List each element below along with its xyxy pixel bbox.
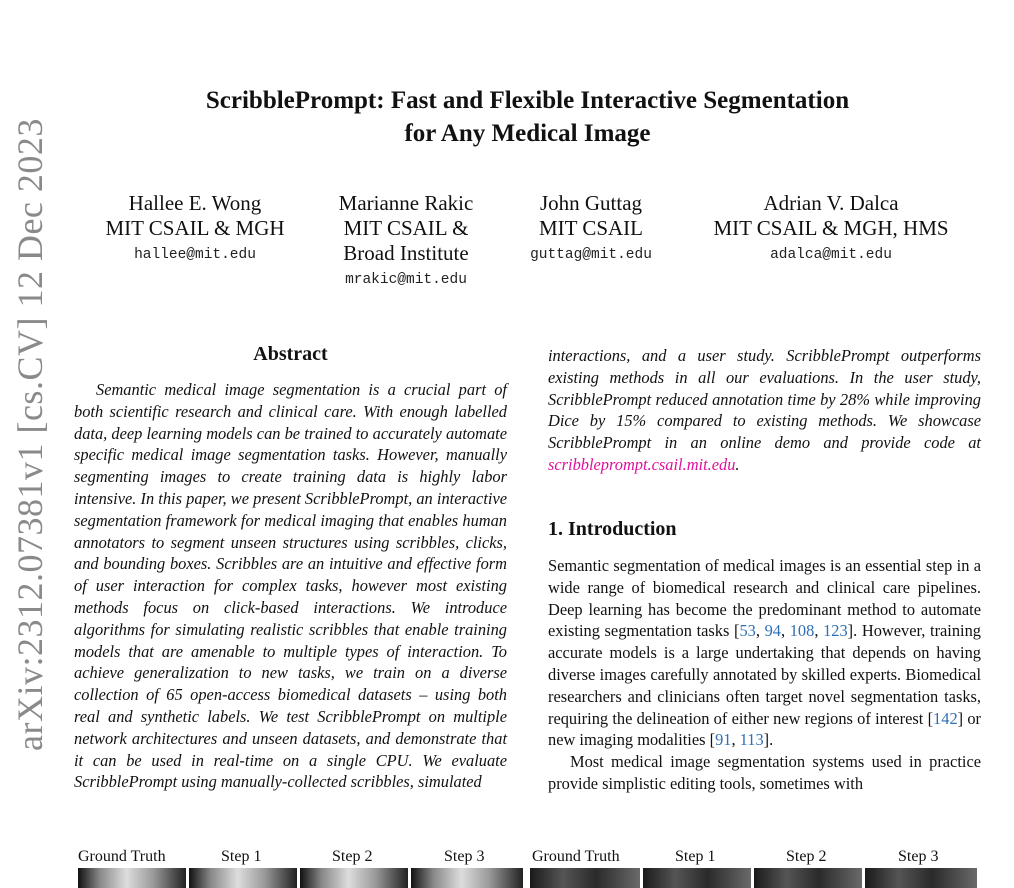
- figure-header-step3: Step 3: [444, 848, 485, 865]
- author-block-wong: [95, 191, 295, 268]
- author-block-guttag: [516, 191, 666, 268]
- figure-image-step2: [754, 868, 862, 888]
- citation-link[interactable]: 91: [715, 730, 732, 750]
- citation-link[interactable]: 94: [764, 621, 781, 641]
- figure-image-step3: [865, 868, 977, 888]
- citation-link[interactable]: 53: [739, 621, 756, 641]
- author-email[interactable]: guttag@mit.edu: [530, 247, 652, 263]
- paper-title: [100, 84, 955, 150]
- citation-link[interactable]: 113: [739, 730, 764, 750]
- author-affiliation: MIT CSAIL &: [343, 216, 469, 240]
- abstract-text-left: Semantic medical image segmentation is a crucial part of both scientific research and clinical care. With enough labelled data, deep learning models can be trained to accurately automate specific medical image segmentation tasks. However, manually segmenting images to create training data is highly labor intensive. In this paper, we present ScribblePrompt, an interactive segmentation framework for medical imaging that enables human annotators to segment unseen structures using scribbles, clicks, and bounding boxes. Scribbles are an intuitive and effective form of user interaction for complex tasks, however most existing methods focus on click-based interactions. We introduce algorithms for simulating realistic scribbles that enable training models that are amenable to multiple types of interaction. To achieve generalization to new tasks, we train on a diverse collection of 65 open-access biomedical datasets – using both real and synthetic labels. We test ScribblePrompt on multiple network architectures and unseen datasets, and demonstrate that it can be used in real-time on a single CPU. We evaluate ScribblePrompt using manually-collected scribbles, simulated: [74, 380, 507, 792]
- figure-header-step1: Step 1: [221, 848, 262, 865]
- citation-link[interactable]: 142: [933, 708, 958, 728]
- figure-header-ground-truth: Ground Truth: [532, 848, 620, 865]
- paper-title-line2: for Any Medical Image: [404, 120, 651, 147]
- author-affiliation: MIT CSAIL: [538, 216, 644, 240]
- arxiv-identifier-stamp: arXiv:2312.07381v1 [cs.CV] 12 Dec 2023: [10, 118, 50, 751]
- author-email[interactable]: mrakic@mit.edu: [345, 272, 467, 288]
- demo-link[interactable]: scribbleprompt.csail.mit.edu: [548, 454, 736, 474]
- abstract-right-column: [548, 345, 981, 476]
- author-name: John Guttag: [539, 191, 643, 215]
- author-email[interactable]: adalca@mit.edu: [770, 247, 892, 263]
- author-block-rakic: [326, 191, 486, 293]
- author-name: Adrian V. Dalca: [763, 191, 899, 215]
- abstract-end: .: [735, 454, 740, 474]
- abstract-heading: Abstract: [253, 343, 328, 365]
- separator: ,: [731, 730, 740, 750]
- author-affiliation: MIT CSAIL & MGH, HMS: [713, 216, 949, 240]
- intro-text: Semantic segmentation of medical images is an essential step in a wide range of biomedical research and clinical care pipelines. Deep learning has become the predominant method to automate existing segmentation tasks [: [548, 556, 981, 641]
- author-name: Marianne Rakic: [338, 191, 474, 215]
- figure-image-step1: [189, 868, 297, 888]
- intro-text: ] or new imaging modalities [: [548, 708, 982, 750]
- intro-text: ]. However, training accurate models is a large undertaking that depends on having diverse images carefully annotated by skilled experts. Biomedical researchers and clinicians often target novel segmentation tasks, requiring the delineation of either new regions of interest [: [548, 621, 981, 728]
- intro-paragraph-2: Most medical image segmentation systems used in practice provide simplistic editing tools, sometimes with: [548, 752, 981, 793]
- figure-header-step1: Step 1: [675, 848, 716, 865]
- figure-header-step2: Step 2: [786, 848, 827, 865]
- separator: ,: [755, 621, 765, 641]
- intro-text: ].: [763, 730, 774, 750]
- separator: ,: [780, 621, 790, 641]
- abstract-text-right: interactions, and a user study. ScribblePrompt outperforms existing methods in all our evaluations. In the user study, ScribblePrompt reduced annotation time by 28% while improving Dice by 15% compared to existing methods. We showcase ScribblePrompt in an online demo and provide code at: [548, 346, 981, 453]
- figure-image-step3: [411, 868, 523, 888]
- figure-image-step2: [300, 868, 408, 888]
- citation-link[interactable]: 123: [823, 621, 848, 641]
- author-affiliation: Broad Institute: [343, 241, 469, 265]
- introduction-column: [548, 555, 981, 795]
- author-block-dalca: [700, 191, 962, 268]
- introduction-heading: 1. Introduction: [548, 518, 677, 540]
- figure-image-ground-truth: [78, 868, 186, 888]
- author-name: Hallee E. Wong: [128, 191, 262, 215]
- separator: ,: [814, 621, 824, 641]
- figure-header-ground-truth: Ground Truth: [78, 848, 166, 865]
- citation-link[interactable]: 108: [789, 621, 815, 641]
- intro-paragraph-1: [548, 555, 981, 751]
- figure-header-step2: Step 2: [332, 848, 373, 865]
- figure-image-ground-truth: [530, 868, 640, 888]
- figure-image-step1: [643, 868, 751, 888]
- author-affiliation: MIT CSAIL & MGH: [105, 216, 285, 240]
- figure-header-step3: Step 3: [898, 848, 939, 865]
- abstract-left-column: [74, 379, 507, 793]
- author-email[interactable]: hallee@mit.edu: [134, 247, 256, 263]
- paper-title-line1: ScribblePrompt: Fast and Flexible Interactive Segmentation: [205, 87, 850, 114]
